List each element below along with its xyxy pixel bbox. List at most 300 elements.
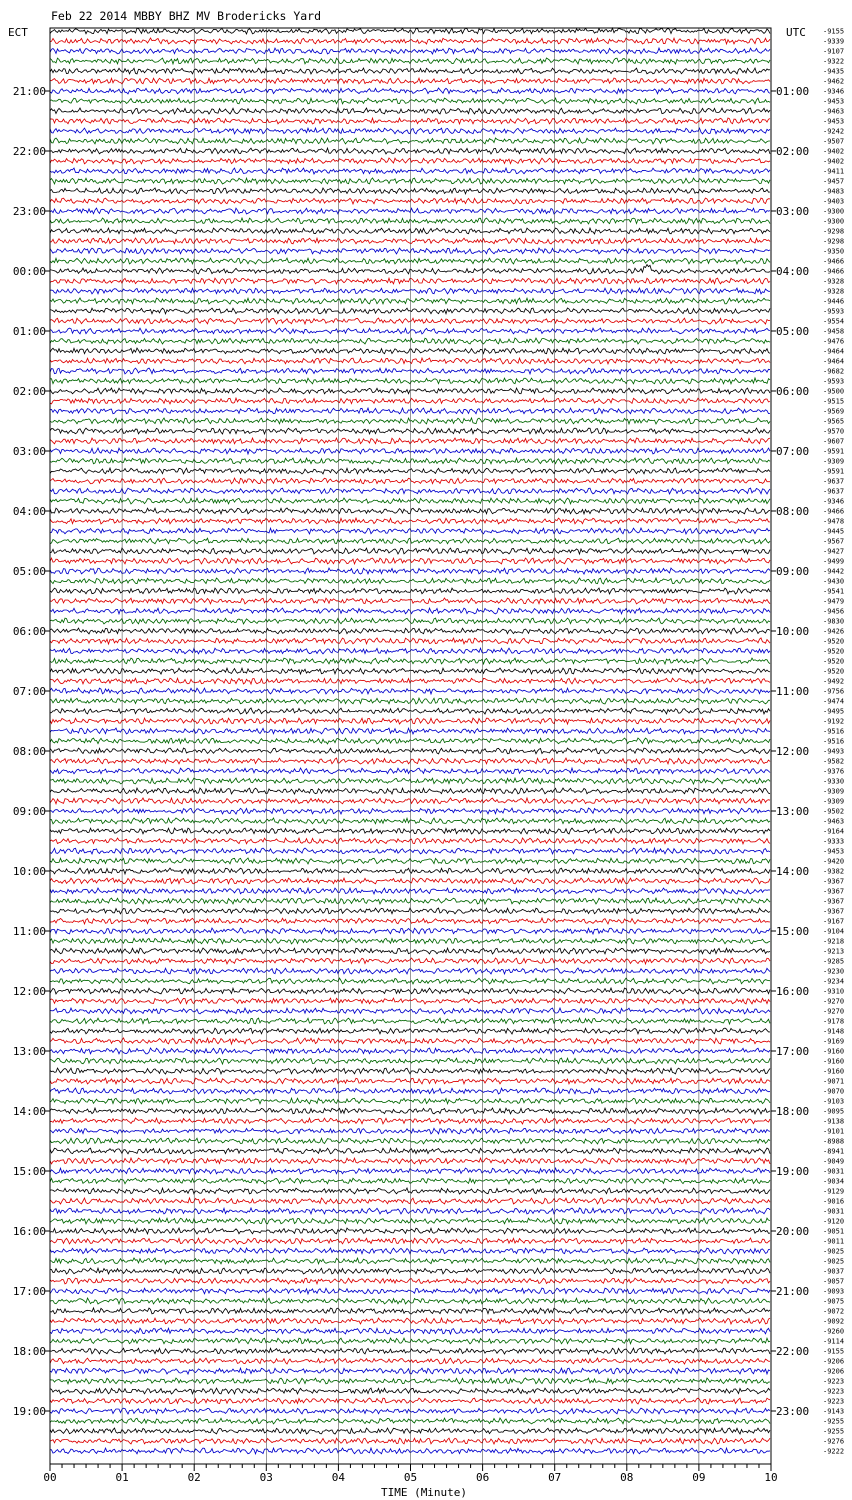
trace-41 [50,438,770,444]
right-hour-label: 10:00 [776,625,810,638]
trace-offset-label: -9120 [823,1217,845,1226]
trace-offset-label: -9070 [823,1087,845,1096]
trace-81 [50,838,770,844]
trace-114 [50,1168,770,1174]
trace-101 [50,1038,770,1044]
trace-100 [50,1028,770,1034]
trace-offset-label: -9309 [823,787,845,796]
trace-120 [50,1228,770,1234]
trace-offset-label: -9520 [823,667,845,676]
trace-7 [50,98,770,104]
trace-111 [50,1138,770,1144]
trace-offset-label: -9328 [823,277,845,286]
trace-89 [50,918,770,924]
trace-133 [50,1358,770,1364]
right-hour-label: 19:00 [776,1165,810,1178]
right-hour-label: 08:00 [776,505,810,518]
left-hour-label: 12:00 [12,985,46,998]
trace-offset-label: -9300 [823,207,845,216]
trace-56 [50,588,770,594]
trace-offset-label: -9499 [823,557,845,566]
trace-45 [50,478,770,484]
right-hour-label: 13:00 [776,805,810,818]
trace-offset-label: -9466 [823,257,845,266]
trace-offset-label: -8988 [823,1137,845,1146]
trace-28 [50,308,770,314]
trace-offset-label: -9607 [823,437,845,446]
trace-96 [50,988,770,994]
right-hour-label: 15:00 [776,925,810,938]
trace-offset-label: -9270 [823,1007,845,1016]
right-hour-label: 18:00 [776,1105,810,1118]
trace-offset-label: -9155 [823,27,845,36]
trace-offset-label: -9492 [823,677,845,686]
trace-offset-label: -9034 [823,1177,845,1186]
trace-115 [50,1178,770,1184]
right-hour-label: 17:00 [776,1045,810,1058]
trace-34 [50,368,770,374]
trace-offset-label: -9457 [823,177,845,186]
trace-73 [50,758,770,764]
trace-142 [50,1448,770,1454]
trace-offset-label: -9591 [823,467,845,476]
trace-offset-label: -9223 [823,1377,845,1386]
left-hour-label: 09:00 [12,805,46,818]
trace-129 [50,1318,770,1324]
trace-70 [50,728,770,734]
trace-offset-label: -9223 [823,1397,845,1406]
trace-offset-label: -9260 [823,1327,845,1336]
trace-94 [50,968,770,974]
right-hour-label: 01:00 [776,85,810,98]
trace-offset-label: -9011 [823,1237,845,1246]
trace-39 [50,418,770,424]
trace-offset-label: -9322 [823,57,845,66]
trace-offset-label: -9541 [823,587,845,596]
right-hour-label: 20:00 [776,1225,810,1238]
trace-offset-label: -9569 [823,407,845,416]
trace-offset-label: -9103 [823,1097,845,1106]
trace-offset-label: -9309 [823,457,845,466]
trace-offset-label: -9101 [823,1127,845,1136]
trace-18 [50,208,770,214]
trace-offset-label: -9333 [823,837,845,846]
trace-offset-label: -9346 [823,497,845,506]
right-hour-label: 22:00 [776,1345,810,1358]
trace-offset-label: -9376 [823,767,845,776]
trace-offset-label: -9242 [823,127,845,136]
trace-offset-label: -9093 [823,1287,845,1296]
trace-79 [50,818,770,824]
trace-offset-label: -9051 [823,1227,845,1236]
trace-67 [50,698,770,704]
trace-8 [50,108,770,114]
chart-title: Feb 22 2014 MBBY BHZ MV Brodericks Yard [51,9,322,23]
trace-5 [50,78,770,84]
trace-92 [50,948,770,954]
trace-76 [50,788,770,794]
trace-offset-label: -9037 [823,1267,845,1276]
trace-23 [50,258,770,264]
trace-offset-label: -9160 [823,1047,845,1056]
trace-offset-label: -9309 [823,797,845,806]
trace-136 [50,1388,770,1394]
trace-offset-label: -9442 [823,567,845,576]
trace-123 [50,1258,770,1264]
trace-offset-label: -9474 [823,697,845,706]
right-hour-label: 06:00 [776,385,810,398]
trace-offset-label: -9464 [823,347,845,356]
trace-62 [50,648,770,654]
trace-32 [50,348,770,354]
left-hour-label: 14:00 [12,1105,46,1118]
trace-offset-label: -9367 [823,877,845,886]
trace-88 [50,908,770,914]
trace-109 [50,1118,770,1124]
trace-84 [50,868,770,874]
trace-offset-label: -9025 [823,1247,845,1256]
trace-offset-label: -9164 [823,827,845,836]
trace-offset-label: -9223 [823,1387,845,1396]
trace-offset-label: -9463 [823,817,845,826]
trace-59 [50,618,770,624]
trace-72 [50,748,770,754]
trace-offset-label: -8941 [823,1147,845,1156]
x-tick-label: 08 [620,1471,634,1484]
trace-3 [50,58,770,64]
trace-offset-label: -9420 [823,857,845,866]
trace-98 [50,1008,770,1014]
trace-offset-label: -9830 [823,617,845,626]
trace-offset-label: -9445 [823,527,845,536]
trace-35 [50,378,770,384]
trace-offset-label: -9756 [823,687,845,696]
trace-offset-label: -9593 [823,307,845,316]
x-tick-label: 07 [548,1471,562,1484]
trace-offset-label: -9350 [823,247,845,256]
trace-47 [50,498,770,504]
x-tick-label: 06 [475,1471,490,1484]
trace-offset-label: -9515 [823,397,845,406]
trace-offset-label: -9206 [823,1367,845,1376]
trace-offset-label: -9218 [823,937,845,946]
left-zone-label: ECT [8,26,28,39]
trace-offset-label: -9167 [823,917,845,926]
right-hour-label: 12:00 [776,745,810,758]
trace-offset-label: -9402 [823,157,845,166]
trace-offset-label: -9213 [823,947,845,956]
trace-108 [50,1108,770,1114]
trace-offset-label: -9310 [823,987,845,996]
trace-offset-label: -9493 [823,747,845,756]
left-hour-label: 13:00 [12,1045,46,1058]
x-axis-title: TIME (Minute) [380,1486,468,1499]
trace-offset-label: -9255 [823,1427,845,1436]
trace-4 [50,68,770,74]
trace-offset-label: -9520 [823,637,845,646]
trace-61 [50,638,770,644]
trace-80 [50,828,770,834]
trace-49 [50,518,770,524]
trace-118 [50,1208,770,1214]
trace-offset-label: -9464 [823,357,845,366]
trace-offset-label: -9456 [823,607,845,616]
trace-127 [50,1298,770,1304]
trace-offset-label: -9031 [823,1207,845,1216]
trace-offset-label: -9479 [823,597,845,606]
trace-offset-label: -9072 [823,1307,845,1316]
trace-125 [50,1278,770,1284]
x-tick-label: 02 [187,1471,201,1484]
trace-116 [50,1188,770,1194]
trace-65 [50,678,770,684]
trace-113 [50,1158,770,1164]
trace-offset-label: -9298 [823,237,845,246]
trace-66 [50,688,770,694]
trace-offset-label: -9382 [823,867,845,876]
trace-offset-label: -9148 [823,1027,845,1036]
trace-53 [50,558,770,564]
trace-74 [50,768,770,774]
trace-offset-label: -9114 [823,1337,845,1346]
trace-offset-label: -9104 [823,927,845,936]
trace-offset-label: -9016 [823,1197,845,1206]
trace-30 [50,328,770,334]
trace-offset-label: -9031 [823,1167,845,1176]
trace-86 [50,888,770,894]
trace-10 [50,128,770,134]
trace-offset-label: -9057 [823,1277,845,1286]
left-hour-label: 10:00 [12,865,46,878]
trace-110 [50,1128,770,1134]
trace-9 [50,118,770,124]
trace-17 [50,198,770,204]
trace-offset-label: -9330 [823,777,845,786]
trace-offset-label: -9155 [823,1347,845,1356]
left-hour-label: 18:00 [12,1345,46,1358]
traces-layer [50,28,770,1454]
trace-40 [50,428,770,434]
trace-offset-label: -9478 [823,517,845,526]
trace-102 [50,1048,770,1054]
left-hour-label: 06:00 [12,625,46,638]
trace-107 [50,1098,770,1104]
trace-87 [50,898,770,904]
trace-26 [50,288,770,294]
trace-99 [50,1018,770,1024]
trace-offset-label: -9495 [823,707,845,716]
trace-offset-label: -9483 [823,187,845,196]
trace-78 [50,808,770,814]
trace-20 [50,228,770,234]
trace-offset-label: -9092 [823,1317,845,1326]
trace-0 [50,28,770,34]
trace-offset-label: -9637 [823,487,845,496]
trace-offset-label: -9426 [823,627,845,636]
trace-offset-label: -9582 [823,757,845,766]
left-hour-label: 02:00 [12,385,46,398]
trace-68 [50,708,770,714]
trace-offset-label: -9458 [823,327,845,336]
trace-24 [50,265,770,274]
trace-offset-label: -9367 [823,887,845,896]
trace-offset-label: -9502 [823,807,845,816]
trace-52 [50,548,770,554]
trace-90 [50,928,770,934]
trace-139 [50,1418,770,1424]
trace-104 [50,1068,770,1074]
trace-offset-label: -9255 [823,1417,845,1426]
right-hour-label: 05:00 [776,325,810,338]
x-tick-label: 05 [403,1471,418,1484]
left-hour-label: 07:00 [12,685,46,698]
x-tick-label: 10 [764,1471,778,1484]
trace-13 [50,158,770,164]
trace-offset-label: -9466 [823,507,845,516]
trace-57 [50,598,770,604]
right-hour-label: 16:00 [776,985,810,998]
labels-layer [13,28,844,1485]
trace-106 [50,1088,770,1094]
trace-38 [50,408,770,414]
trace-offset-label: -9367 [823,907,845,916]
trace-offset-label: -9500 [823,387,845,396]
trace-97 [50,998,770,1004]
right-hour-label: 11:00 [776,685,810,698]
right-hour-label: 07:00 [776,445,810,458]
trace-103 [50,1058,770,1064]
trace-offset-label: -9071 [823,1077,845,1086]
trace-117 [50,1198,770,1204]
trace-offset-label: -9049 [823,1157,845,1166]
trace-offset-label: -9276 [823,1437,845,1446]
left-hour-label: 19:00 [12,1405,46,1418]
trace-27 [50,298,770,304]
trace-36 [50,388,770,394]
right-hour-label: 04:00 [776,265,810,278]
trace-112 [50,1148,770,1154]
trace-offset-label: -9430 [823,577,845,586]
trace-19 [50,218,770,224]
trace-offset-label: -9206 [823,1357,845,1366]
trace-offset-label: -9462 [823,77,845,86]
trace-71 [50,738,770,744]
trace-offset-label: -9565 [823,417,845,426]
trace-offset-label: -9285 [823,957,845,966]
trace-82 [50,848,770,854]
trace-54 [50,568,770,574]
right-hour-label: 03:00 [776,205,810,218]
trace-offset-label: -9516 [823,737,845,746]
trace-offset-label: -9593 [823,377,845,386]
left-hour-label: 00:00 [12,265,46,278]
left-hour-label: 22:00 [12,145,46,158]
trace-offset-label: -9402 [823,147,845,156]
left-hour-label: 08:00 [12,745,46,758]
trace-offset-label: -9178 [823,1017,845,1026]
right-hour-label: 09:00 [776,565,810,578]
trace-offset-label: -9129 [823,1187,845,1196]
right-hour-label: 02:00 [776,145,810,158]
trace-77 [50,798,770,804]
trace-offset-label: -9075 [823,1297,845,1306]
trace-105 [50,1078,770,1084]
trace-64 [50,668,770,674]
left-hour-label: 15:00 [12,1165,46,1178]
trace-58 [50,608,770,614]
trace-offset-label: -9169 [823,1037,845,1046]
trace-48 [50,508,770,514]
trace-135 [50,1378,770,1384]
trace-offset-label: -9143 [823,1407,845,1416]
trace-132 [50,1348,770,1354]
x-tick-label: 03 [259,1471,273,1484]
trace-offset-label: -9192 [823,717,845,726]
trace-16 [50,188,770,194]
trace-6 [50,88,770,94]
trace-offset-label: -9516 [823,727,845,736]
trace-1 [50,38,770,44]
trace-offset-label: -9160 [823,1057,845,1066]
trace-50 [50,528,770,534]
trace-offset-label: -9591 [823,447,845,456]
left-hour-label: 16:00 [12,1225,46,1238]
trace-offset-label: -9230 [823,967,845,976]
right-zone-label: UTC [786,26,806,39]
trace-offset-label: -9346 [823,87,845,96]
trace-offset-label: -9520 [823,657,845,666]
trace-85 [50,878,770,884]
trace-15 [50,178,770,184]
trace-offset-label: -9403 [823,197,845,206]
trace-91 [50,938,770,944]
trace-offset-label: -9520 [823,647,845,656]
trace-offset-label: -9446 [823,297,845,306]
trace-offset-label: -9367 [823,897,845,906]
trace-offset-label: -9463 [823,107,845,116]
x-tick-label: 04 [331,1471,346,1484]
trace-140 [50,1428,770,1434]
trace-offset-label: -9234 [823,977,845,986]
trace-offset-label: -9554 [823,317,845,326]
trace-2 [50,48,770,54]
trace-offset-label: -9339 [823,37,845,46]
trace-14 [50,168,770,174]
trace-offset-label: -9270 [823,997,845,1006]
trace-83 [50,858,770,864]
trace-offset-label: -9476 [823,337,845,346]
trace-134 [50,1368,770,1374]
trace-22 [50,248,770,254]
trace-43 [50,458,770,464]
trace-offset-label: -9427 [823,547,845,556]
trace-offset-label: -9453 [823,847,845,856]
trace-33 [50,358,770,364]
right-hour-label: 14:00 [776,865,810,878]
trace-141 [50,1438,770,1444]
trace-offset-label: -9095 [823,1107,845,1116]
trace-offset-label: -9025 [823,1257,845,1266]
trace-offset-label: -9466 [823,267,845,276]
trace-offset-label: -9107 [823,47,845,56]
right-hour-label: 21:00 [776,1285,810,1298]
trace-11 [50,138,770,144]
trace-12 [50,148,770,154]
trace-offset-label: -9160 [823,1067,845,1076]
left-hour-label: 21:00 [12,85,46,98]
trace-42 [50,448,770,454]
left-hour-label: 23:00 [12,205,46,218]
